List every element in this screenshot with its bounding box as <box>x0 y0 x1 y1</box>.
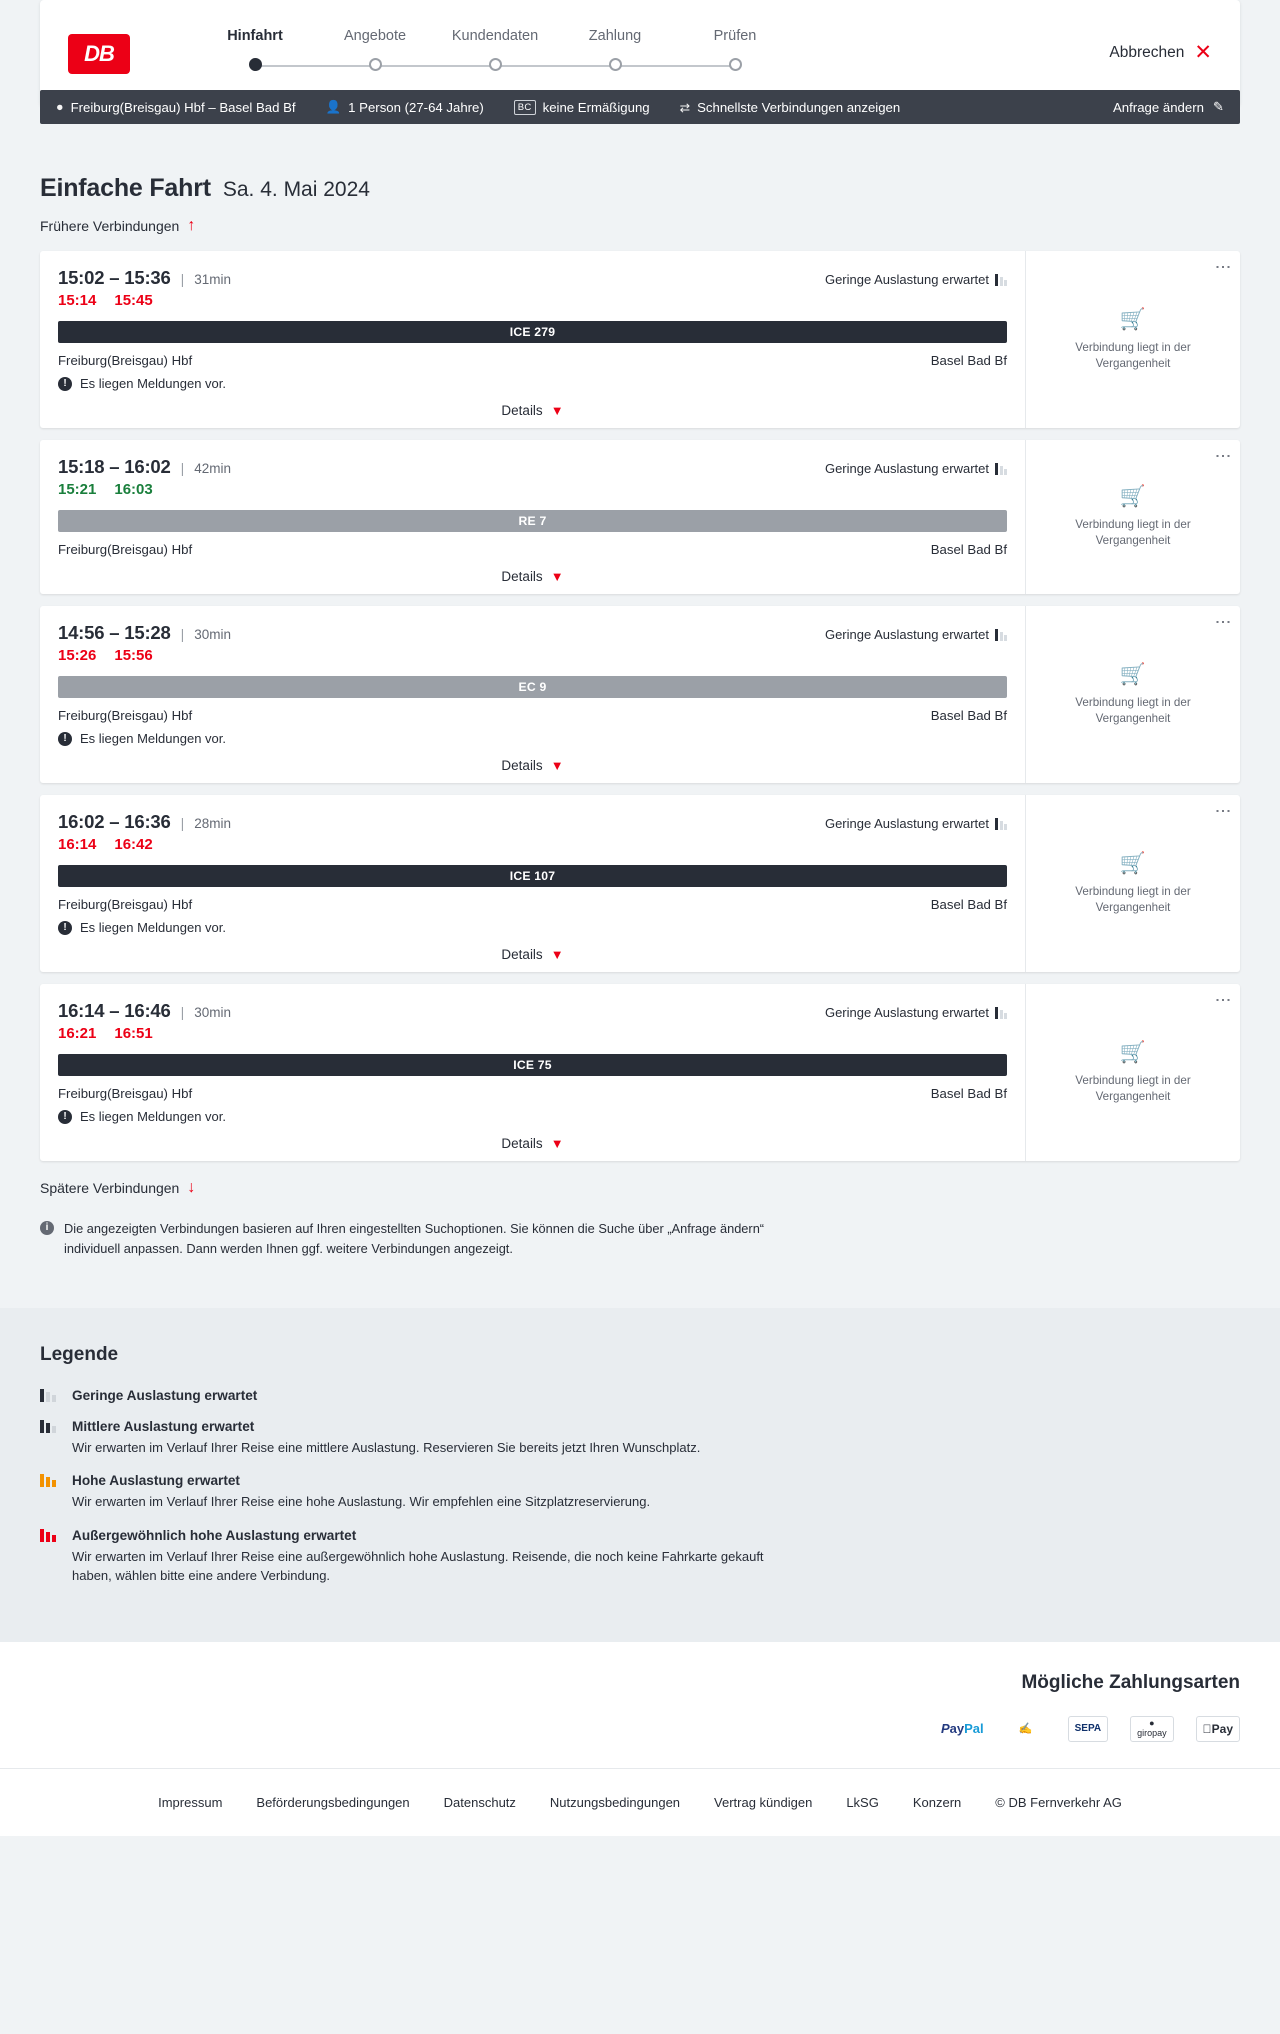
past-connection-note: Verbindung liegt in der Vergangenheit <box>1075 518 1191 547</box>
bahncard-badge: BC <box>514 100 536 115</box>
chevron-down-icon: ▼ <box>550 569 564 584</box>
origin-station: Freiburg(Breisgau) Hbf <box>58 708 193 723</box>
summary-discount-text: keine Ermäßigung <box>542 99 650 115</box>
origin-station: Freiburg(Breisgau) Hbf <box>58 1086 193 1101</box>
stepper-dots <box>195 58 795 71</box>
details-label: Details <box>501 758 543 773</box>
legend-items <box>40 1388 1240 1586</box>
past-connection-note: Verbindung liegt in der Vergangenheit <box>1075 1073 1191 1103</box>
connection-times <box>58 456 1007 478</box>
connection-times <box>58 1000 1007 1022</box>
summary-route-text: Freiburg(Breisgau) Hbf – Basel Bad Bf <box>70 99 296 115</box>
connection-messages-label: Es liegen Meldungen vor. <box>80 1109 226 1124</box>
details-toggle[interactable] <box>58 403 1007 418</box>
step-hinfahrt[interactable] <box>195 28 315 44</box>
change-request-button[interactable] <box>1113 99 1224 115</box>
details-label: Details <box>501 569 543 584</box>
search-hint-text: Die angezeigten Verbindungen basieren auf Ihren eingestellten Suchoptionen. Sie können die Suche über „Anfrage ändern“ individuell anpassen. Dann werden Ihnen ggf. weitere Verbindungen angezeigt. <box>64 1221 765 1257</box>
payment-section <box>0 1642 1280 1768</box>
cancel-button[interactable] <box>1109 42 1212 63</box>
summary-passengers-text: 1 Person (27-64 Jahre) <box>348 99 484 115</box>
more-options-icon[interactable]: ⋮ <box>1214 614 1231 631</box>
utilization-label: Geringe Auslastung erwartet <box>824 461 989 476</box>
apple-pay-icon: Pay <box>1196 1716 1240 1742</box>
utilization-bars-icon <box>40 1420 60 1433</box>
utilization-bars-icon <box>995 274 1007 286</box>
shopping-cart-icon: 🛒 <box>1119 662 1147 686</box>
legend-head <box>40 1528 1240 1543</box>
connection-list <box>40 251 1240 1161</box>
legend-item <box>40 1419 1240 1458</box>
connection-messages[interactable] <box>58 376 1007 391</box>
step-label: Angebote <box>343 28 407 44</box>
stations-row <box>58 1086 1007 1101</box>
utilization-indicator <box>825 1005 1007 1020</box>
origin-station: Freiburg(Breisgau) Hbf <box>58 542 193 557</box>
stations-row <box>58 897 1007 912</box>
duration: 42min <box>194 461 232 476</box>
warning-icon: ! <box>58 1110 72 1124</box>
summary-fastest-text: Schnellste Verbindungen anzeigen <box>697 99 901 115</box>
scheduled-time: 16:02 – 16:36 <box>58 811 171 832</box>
payment-logos <box>40 1716 1240 1742</box>
step-angebote[interactable] <box>315 28 435 44</box>
step-dot-zahlung[interactable] <box>609 58 622 71</box>
duration: 31min <box>194 272 232 287</box>
scheduled-time: 14:56 – 15:28 <box>58 622 171 643</box>
legend-item <box>40 1473 1240 1512</box>
train-name-bar: ICE 107 <box>58 865 1007 887</box>
step-label: Zahlung <box>588 28 642 44</box>
warning-icon: ! <box>58 377 72 391</box>
footer-link-lksg[interactable]: LkSG <box>846 1794 879 1810</box>
realtime-departure: 16:14 <box>58 836 97 853</box>
footer-link-konzern[interactable]: Konzern <box>912 1794 962 1810</box>
stations-row <box>58 708 1007 723</box>
connection-card[interactable] <box>40 440 1240 594</box>
details-toggle[interactable] <box>58 947 1007 962</box>
connection-side <box>1025 251 1240 428</box>
swap-arrows-icon: ⇄ <box>679 100 691 115</box>
chevron-down-icon: ▼ <box>550 403 564 418</box>
realtime-departure: 15:26 <box>58 647 97 664</box>
arrow-up-icon: ↑ <box>187 217 196 234</box>
footer-link-impressum[interactable]: Impressum <box>158 1794 223 1810</box>
summary-discount[interactable] <box>514 100 650 115</box>
legend-title: Legende <box>40 1343 119 1365</box>
step-kundendaten[interactable] <box>435 28 555 44</box>
utilization-label: Geringe Auslastung erwartet <box>824 816 989 831</box>
connection-times <box>58 811 1007 833</box>
page-date: Sa. 4. Mai 2024 <box>222 178 370 201</box>
info-icon: i <box>40 1221 54 1235</box>
origin-station: Freiburg(Breisgau) Hbf <box>58 897 193 912</box>
connection-side <box>1025 795 1240 972</box>
train-name-bar: ICE 279 <box>58 321 1007 343</box>
time-separator: | <box>180 815 185 831</box>
destination-station: Basel Bad Bf <box>930 1086 1007 1101</box>
legend-item <box>40 1528 1240 1586</box>
utilization-bars-icon <box>995 463 1007 475</box>
earlier-connections-button[interactable] <box>40 217 1240 235</box>
utilization-bars-icon <box>40 1529 60 1542</box>
close-icon: ✕ <box>1194 41 1212 64</box>
origin-station: Freiburg(Breisgau) Hbf <box>58 353 193 368</box>
train-name-bar: ICE 75 <box>58 1054 1007 1076</box>
time-separator: | <box>180 271 185 287</box>
train-name-bar: EC 9 <box>58 676 1007 698</box>
realtime-row <box>58 1025 1007 1042</box>
utilization-bars-icon <box>995 818 1007 830</box>
chevron-down-icon: ▼ <box>550 758 564 773</box>
utilization-bars-icon <box>40 1474 60 1487</box>
legend-label: Außergewöhnlich hohe Auslastung erwartet <box>72 1527 357 1543</box>
legend-head <box>40 1419 1240 1434</box>
connection-main <box>40 251 1025 428</box>
direct-debit-icon: ✍ <box>1018 1723 1033 1736</box>
utilization-bars-icon <box>995 629 1007 641</box>
legend-description: Wir erwarten im Verlauf Ihrer Reise eine außergewöhnlich hohe Auslastung. Reisende, die noch keine Fahrkarte gekauft haben, wählen bitte eine andere Verbindung. <box>72 1548 764 1584</box>
shopping-cart-icon: 🛒 <box>1119 307 1147 331</box>
realtime-departure: 15:21 <box>58 481 97 498</box>
footer <box>0 1768 1280 1836</box>
footer-copyright: © DB Fernverkehr AG <box>995 1794 1122 1810</box>
db-logo[interactable]: DB <box>68 34 130 74</box>
connection-messages[interactable] <box>58 920 1007 935</box>
realtime-departure: 15:14 <box>58 292 97 309</box>
step-dot-kundendaten[interactable] <box>489 58 502 71</box>
connection-times <box>58 622 1007 644</box>
realtime-departure: 16:21 <box>58 1025 97 1042</box>
payment-title: Mögliche Zahlungsarten <box>1021 1671 1240 1693</box>
connection-messages[interactable] <box>58 1109 1007 1124</box>
stations-row <box>58 353 1007 368</box>
utilization-indicator <box>825 461 1007 476</box>
utilization-label: Geringe Auslastung erwartet <box>824 1005 989 1020</box>
footer-link-datenschutz[interactable]: Datenschutz <box>443 1794 516 1810</box>
search-summary-bar <box>40 90 1240 124</box>
later-connections-label: Spätere Verbindungen <box>40 1180 180 1196</box>
step-zahlung[interactable] <box>555 28 675 44</box>
destination-station: Basel Bad Bf <box>930 708 1007 723</box>
footer-link-vertrag-kuendigen[interactable]: Vertrag kündigen <box>714 1794 813 1810</box>
step-label: Prüfen <box>713 28 757 44</box>
main-content <box>0 124 1280 1260</box>
shopping-cart-icon: 🛒 <box>1119 485 1147 509</box>
connection-messages[interactable] <box>58 731 1007 746</box>
giropay-icon: ● giropay <box>1130 1716 1174 1742</box>
destination-station: Basel Bad Bf <box>930 353 1007 368</box>
step-dot-angebote[interactable] <box>369 58 382 71</box>
legend-head <box>40 1388 1240 1403</box>
realtime-row <box>58 836 1007 853</box>
step-dot-hinfahrt[interactable] <box>249 58 262 71</box>
connection-main <box>40 795 1025 972</box>
page-title: Einfache Fahrt <box>40 174 211 202</box>
connection-messages-label: Es liegen Meldungen vor. <box>80 920 226 935</box>
past-connection-note: Verbindung liegt in der Vergangenheit <box>1075 695 1191 725</box>
connection-card[interactable] <box>40 251 1240 428</box>
realtime-arrival: 16:03 <box>114 481 153 498</box>
page-title-row <box>40 124 1240 203</box>
sepa-icon: SEPA <box>1068 1716 1109 1742</box>
connection-card[interactable] <box>40 984 1240 1161</box>
chevron-down-icon: ▼ <box>550 1136 564 1151</box>
details-label: Details <box>501 1136 543 1151</box>
realtime-arrival: 15:56 <box>114 647 153 664</box>
shopping-cart-icon: 🛒 <box>1119 851 1147 875</box>
legend-label: Hohe Auslastung erwartet <box>72 1473 240 1489</box>
connection-card[interactable] <box>40 795 1240 972</box>
legend-section <box>0 1308 1280 1642</box>
connection-messages-label: Es liegen Meldungen vor. <box>80 376 226 391</box>
realtime-arrival: 15:45 <box>114 292 153 309</box>
paypal-icon: P ay Pal <box>940 1721 984 1737</box>
step-dot-pruefen[interactable] <box>729 58 742 71</box>
summary-passengers[interactable] <box>326 100 484 115</box>
past-connection-note: Verbindung liegt in der Vergangenheit <box>1075 884 1191 914</box>
past-connection-note: Verbindung liegt in der Vergangenheit <box>1075 340 1191 370</box>
arrow-down-icon: ↓ <box>187 1179 196 1196</box>
connection-side <box>1025 440 1240 594</box>
time-separator: | <box>180 626 185 642</box>
legend-label: Geringe Auslastung erwartet <box>72 1387 258 1403</box>
change-request-label: Anfrage ändern <box>1113 99 1204 115</box>
duration: 30min <box>194 1005 232 1020</box>
summary-fastest[interactable] <box>680 100 901 115</box>
realtime-row <box>58 292 1007 309</box>
later-connections-button[interactable] <box>40 1179 1240 1197</box>
legend-head <box>40 1473 1240 1488</box>
details-toggle[interactable] <box>58 1136 1007 1151</box>
pencil-icon: ✎ <box>1212 99 1224 114</box>
legend-label: Mittlere Auslastung erwartet <box>72 1418 255 1434</box>
connection-messages-label: Es liegen Meldungen vor. <box>80 731 226 746</box>
utilization-indicator <box>825 272 1007 287</box>
stepper-dot-cell <box>195 58 315 71</box>
more-options-icon[interactable]: ⋮ <box>1214 803 1231 820</box>
connection-main <box>40 440 1025 594</box>
utilization-bars-icon <box>995 1007 1007 1019</box>
destination-station: Basel Bad Bf <box>930 542 1007 557</box>
checkout-stepper <box>195 28 795 71</box>
details-toggle[interactable] <box>58 569 1007 584</box>
duration: 28min <box>194 816 232 831</box>
time-separator: | <box>180 460 185 476</box>
footer-link-befoerderungsbedingungen[interactable]: Beförderungsbedingungen <box>256 1794 410 1810</box>
realtime-row <box>58 647 1007 664</box>
summary-route[interactable] <box>56 100 296 115</box>
train-name-bar: RE 7 <box>58 510 1007 532</box>
utilization-bars-icon <box>40 1389 60 1402</box>
step-label: Hinfahrt <box>227 28 283 44</box>
cancel-label: Abbrechen <box>1109 43 1185 61</box>
step-label: Kundendaten <box>451 28 539 44</box>
footer-link-nutzungsbedingungen[interactable]: Nutzungsbedingungen <box>549 1794 681 1810</box>
stepper-labels <box>195 28 795 44</box>
details-label: Details <box>501 947 543 962</box>
destination-station: Basel Bad Bf <box>930 897 1007 912</box>
realtime-arrival: 16:42 <box>114 836 153 853</box>
more-options-icon[interactable]: ⋮ <box>1214 259 1231 276</box>
person-icon: 👤 <box>325 99 342 114</box>
warning-icon: ! <box>58 921 72 935</box>
legend-description: Wir erwarten im Verlauf Ihrer Reise eine mittlere Auslastung. Reservieren Sie bereits jetzt Ihren Wunschplatz. <box>72 1439 701 1455</box>
warning-icon: ! <box>58 732 72 746</box>
details-label: Details <box>501 403 543 418</box>
connection-side <box>1025 984 1240 1161</box>
legend-description: Wir erwarten im Verlauf Ihrer Reise eine hohe Auslastung. Wir empfehlen eine Sitzplatzreservierung. <box>72 1494 651 1510</box>
details-toggle[interactable] <box>58 758 1007 773</box>
location-pin-icon: ● <box>56 100 64 114</box>
shopping-cart-icon: 🛒 <box>1119 1040 1147 1064</box>
time-separator: | <box>180 1004 185 1020</box>
realtime-arrival: 16:51 <box>114 1025 153 1042</box>
earlier-connections-label: Frühere Verbindungen <box>40 218 180 234</box>
utilization-indicator <box>825 816 1007 831</box>
more-options-icon[interactable]: ⋮ <box>1214 448 1231 465</box>
chevron-down-icon: ▼ <box>550 947 564 962</box>
step-pruefen[interactable] <box>675 28 795 44</box>
utilization-label: Geringe Auslastung erwartet <box>824 272 989 287</box>
connection-times <box>58 267 1007 289</box>
stations-row <box>58 542 1007 557</box>
more-options-icon[interactable]: ⋮ <box>1214 992 1231 1009</box>
utilization-label: Geringe Auslastung erwartet <box>824 627 989 642</box>
connection-side <box>1025 606 1240 783</box>
scheduled-time: 16:14 – 16:46 <box>58 1000 171 1021</box>
scheduled-time: 15:02 – 15:36 <box>58 267 171 288</box>
legend-item <box>40 1388 1240 1403</box>
search-hint <box>40 1219 810 1260</box>
utilization-indicator <box>825 627 1007 642</box>
duration: 30min <box>194 627 232 642</box>
realtime-row <box>58 481 1007 498</box>
connection-main <box>40 606 1025 783</box>
connection-card[interactable] <box>40 606 1240 783</box>
connection-main <box>40 984 1025 1161</box>
scheduled-time: 15:18 – 16:02 <box>58 456 171 477</box>
